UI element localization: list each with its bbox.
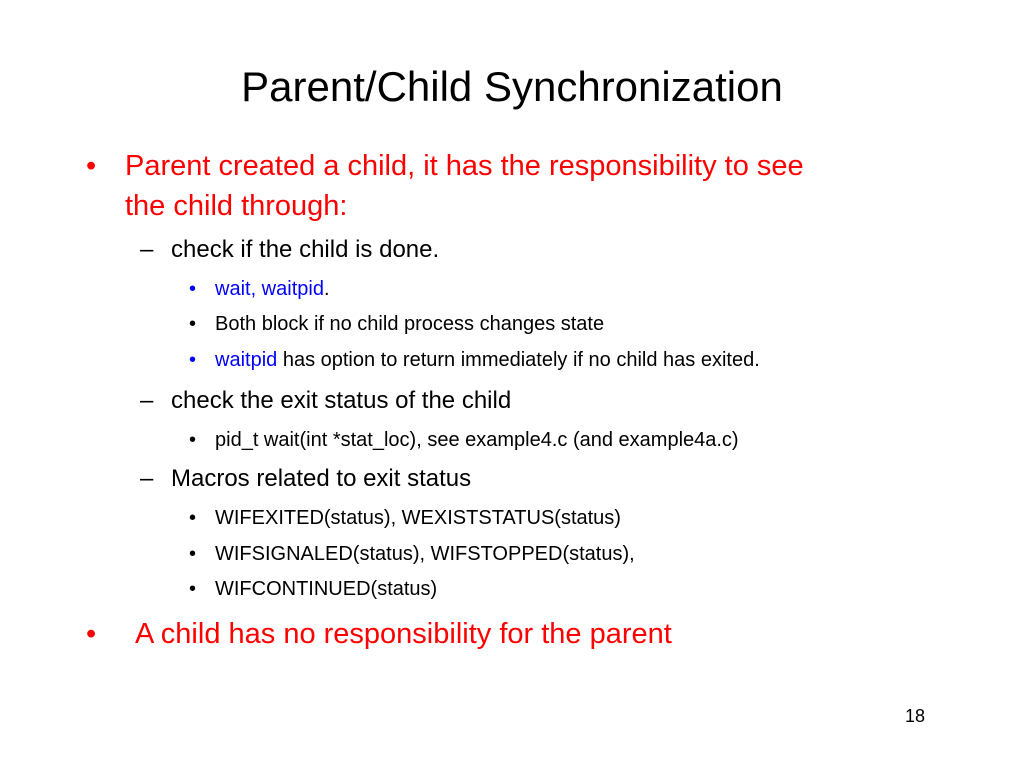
- bullet-text: A child has no responsibility for the parent: [135, 618, 672, 650]
- sub-sub-bullet-text: pid_t wait(int *stat_loc), see example4.c (and example4a.c): [215, 429, 739, 451]
- small-bullet-glyph: •: [189, 278, 197, 300]
- small-bullet-glyph: •: [189, 507, 197, 529]
- bullet-glyph: •: [86, 618, 97, 650]
- small-bullet-glyph: •: [189, 578, 197, 600]
- keyword: waitpid: [215, 349, 278, 371]
- dash-glyph: –: [140, 236, 154, 263]
- bullet-glyph: •: [86, 150, 97, 182]
- sub-bullet-text: check if the child is done.: [171, 236, 440, 263]
- punctuation: .: [323, 278, 330, 300]
- sub-sub-bullet-text: [215, 276, 330, 302]
- sub-sub-bullet-text: Both block if no child process changes state: [215, 313, 605, 335]
- text: has option to return immediately if no child has exited.: [277, 349, 760, 371]
- small-bullet-glyph: •: [189, 313, 197, 335]
- bullet-text-line1: Parent created a child, it has the responsibility to see: [125, 150, 804, 182]
- sub-sub-bullet-text: WIFEXITED(status), WEXISTSTATUS(status): [215, 507, 621, 529]
- small-bullet-glyph: •: [189, 429, 197, 451]
- sub-bullet-text: Macros related to exit status: [171, 465, 472, 492]
- sub-bullet-text: check the exit status of the child: [171, 387, 512, 414]
- sub-sub-bullet-text: [215, 347, 760, 373]
- bullet-text-line2: the child through:: [125, 190, 348, 222]
- keyword: wait, waitpid: [215, 278, 324, 300]
- sub-sub-bullet-text: WIFSIGNALED(status), WIFSTOPPED(status),: [215, 543, 635, 565]
- page-number: 18: [905, 706, 926, 726]
- dash-glyph: –: [140, 465, 154, 492]
- small-bullet-glyph: •: [189, 349, 197, 371]
- slide-title: Parent/Child Synchronization: [241, 63, 783, 110]
- dash-glyph: –: [140, 387, 154, 414]
- sub-sub-bullet-text: WIFCONTINUED(status): [215, 578, 438, 600]
- small-bullet-glyph: •: [189, 543, 197, 565]
